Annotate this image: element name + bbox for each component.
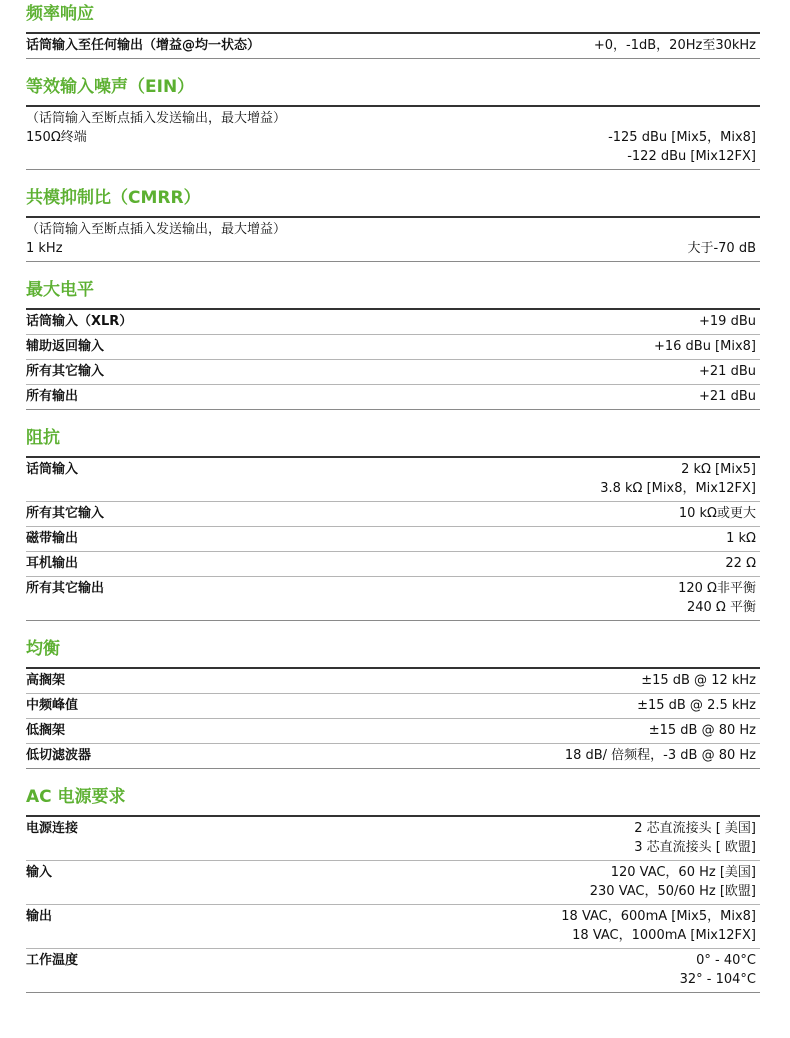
spec-value-cell xyxy=(637,696,756,715)
spec-row xyxy=(26,310,760,335)
spec-label: 低搁架 xyxy=(26,723,66,738)
spec-label: 话筒输入 xyxy=(26,462,79,477)
spec-label-cell xyxy=(26,951,78,970)
spec-table xyxy=(26,32,760,59)
spec-label: 所有其它输入 xyxy=(26,506,105,521)
spec-value: 0° - 40°C xyxy=(696,953,756,968)
spec-value: 22 Ω xyxy=(725,556,756,571)
spec-table xyxy=(26,456,760,621)
spec-section xyxy=(26,4,760,59)
spec-value: +0，-1dB，20Hz至30kHz xyxy=(593,38,756,53)
spec-value: -125 dBu [Mix5，Mix8] xyxy=(608,130,756,145)
spec-value: ±15 dB @ 80 Hz xyxy=(648,723,756,738)
spec-label: 所有其它输入 xyxy=(26,364,105,379)
spec-value-cell xyxy=(699,312,756,331)
spec-value-cell xyxy=(725,554,756,573)
spec-sheet xyxy=(26,4,760,1011)
spec-value-cell xyxy=(561,907,756,945)
spec-value-cell xyxy=(565,746,756,765)
spec-value-cell xyxy=(687,220,756,258)
spec-value-cell xyxy=(654,337,756,356)
spec-value: 1 kΩ xyxy=(726,531,756,546)
spec-value: 18 VAC，1000mA [Mix12FX] xyxy=(572,928,756,943)
spec-value: 10 kΩ或更大 xyxy=(678,506,756,521)
spec-value: 120 VAC，60 Hz [美国] xyxy=(610,865,756,880)
spec-row xyxy=(26,719,760,744)
spec-row xyxy=(26,905,760,949)
section-title: 阻抗 xyxy=(26,428,60,448)
spec-label-cell xyxy=(26,696,78,715)
spec-value-cell xyxy=(594,36,756,55)
spec-label: 150Ω终端 xyxy=(26,130,87,145)
spec-label: 输出 xyxy=(26,909,53,924)
spec-label-cell xyxy=(26,819,78,838)
spec-label: 低切滤波器 xyxy=(26,748,92,763)
spec-section xyxy=(26,787,760,993)
spec-label-cell xyxy=(26,36,260,55)
spec-label: 磁带输出 xyxy=(26,531,79,546)
spec-label-cell xyxy=(26,109,286,147)
section-title: 频率响应 xyxy=(26,4,94,24)
spec-row xyxy=(26,694,760,719)
spec-value-cell xyxy=(699,387,756,406)
spec-label: 所有其它输出 xyxy=(26,581,105,596)
spec-value: +16 dBu [Mix8] xyxy=(653,339,756,354)
spec-row xyxy=(26,669,760,694)
spec-value: 32° - 104°C xyxy=(679,972,756,987)
spec-label: 工作温度 xyxy=(26,953,79,968)
section-title: AC 电源要求 xyxy=(26,787,126,807)
spec-value: 3.8 kΩ [Mix8，Mix12FX] xyxy=(600,481,756,496)
spec-label-cell xyxy=(26,337,104,356)
spec-value-cell xyxy=(679,504,756,523)
spec-label-cell xyxy=(26,220,286,258)
spec-row xyxy=(26,335,760,360)
spec-value-cell xyxy=(641,671,756,690)
spec-row xyxy=(26,527,760,552)
spec-value-cell xyxy=(600,460,756,498)
spec-note: （话筒输入至断点插入发送输出，最大增益） xyxy=(26,111,287,126)
spec-value: 2 kΩ [Mix5] xyxy=(681,462,756,477)
spec-value: +21 dBu xyxy=(699,389,756,404)
spec-section xyxy=(26,188,760,262)
spec-label-cell xyxy=(26,460,78,479)
spec-value: 230 VAC，50/60 Hz [欧盟] xyxy=(589,884,756,899)
spec-label-cell xyxy=(26,907,52,926)
spec-note: （话筒输入至断点插入发送输出，最大增益） xyxy=(26,222,287,237)
spec-section xyxy=(26,428,760,621)
spec-row xyxy=(26,744,760,769)
spec-value: ±15 dB @ 2.5 kHz xyxy=(637,698,756,713)
spec-value-cell xyxy=(634,819,756,857)
spec-label-cell xyxy=(26,554,78,573)
spec-section xyxy=(26,639,760,769)
spec-value-cell xyxy=(680,951,756,989)
spec-value-cell xyxy=(699,362,756,381)
spec-label-cell xyxy=(26,579,104,598)
spec-row xyxy=(26,552,760,577)
spec-label: 高搁架 xyxy=(26,673,66,688)
spec-label-cell xyxy=(26,671,65,690)
spec-row xyxy=(26,360,760,385)
spec-label: 中频峰值 xyxy=(26,698,79,713)
spec-value-cell xyxy=(678,579,756,617)
spec-table xyxy=(26,667,760,769)
spec-value: 18 dB/ 倍频程，-3 dB @ 80 Hz xyxy=(564,748,756,763)
spec-label-cell xyxy=(26,362,104,381)
spec-row xyxy=(26,385,760,410)
spec-value: -122 dBu [Mix12FX] xyxy=(627,149,756,164)
spec-label: 辅助返回输入 xyxy=(26,339,105,354)
spec-section xyxy=(26,280,760,410)
spec-label-cell xyxy=(26,387,78,406)
note-spacer xyxy=(687,220,756,239)
section-title: 均衡 xyxy=(26,639,60,659)
spec-value: 18 VAC，600mA [Mix5，Mix8] xyxy=(561,909,756,924)
spec-value-cell xyxy=(608,109,756,166)
section-title: 等效输入噪声（EIN） xyxy=(26,77,195,97)
spec-row xyxy=(26,502,760,527)
spec-value: 大于-70 dB xyxy=(687,241,756,256)
spec-label: 耳机输出 xyxy=(26,556,79,571)
spec-label: 所有输出 xyxy=(26,389,79,404)
spec-value: 3 芯直流接头 [ 欧盟] xyxy=(634,840,756,855)
spec-row xyxy=(26,107,760,170)
spec-value: +21 dBu xyxy=(699,364,756,379)
spec-row xyxy=(26,218,760,262)
spec-value-cell xyxy=(649,721,756,740)
spec-label-cell xyxy=(26,863,52,882)
spec-row xyxy=(26,861,760,905)
spec-label-cell xyxy=(26,529,78,548)
spec-label: 话筒输入（XLR） xyxy=(26,314,133,329)
spec-label-cell xyxy=(26,721,65,740)
spec-label: 输入 xyxy=(26,865,53,880)
spec-value: 120 Ω非平衡 xyxy=(678,581,756,596)
spec-section xyxy=(26,77,760,170)
section-title: 共模抑制比（CMRR） xyxy=(26,188,201,208)
spec-value-cell xyxy=(590,863,756,901)
spec-table xyxy=(26,216,760,262)
spec-row xyxy=(26,577,760,621)
note-spacer xyxy=(608,109,756,128)
section-title: 最大电平 xyxy=(26,280,94,300)
spec-value: ±15 dB @ 12 kHz xyxy=(641,673,756,688)
spec-value: 240 Ω 平衡 xyxy=(686,600,756,615)
spec-label-cell xyxy=(26,504,104,523)
spec-table xyxy=(26,105,760,170)
spec-label-cell xyxy=(26,746,91,765)
spec-value-cell xyxy=(726,529,756,548)
spec-table xyxy=(26,815,760,993)
spec-label-cell xyxy=(26,312,132,331)
spec-value: 2 芯直流接头 [ 美国] xyxy=(634,821,756,836)
spec-value: +19 dBu xyxy=(699,314,756,329)
spec-table xyxy=(26,308,760,410)
spec-label: 电源连接 xyxy=(26,821,79,836)
spec-row xyxy=(26,817,760,861)
spec-label: 话筒输入至任何输出（增益@均一状态） xyxy=(26,38,261,53)
spec-label: 1 kHz xyxy=(26,241,63,256)
spec-row xyxy=(26,949,760,993)
spec-row xyxy=(26,34,760,59)
spec-row xyxy=(26,458,760,502)
